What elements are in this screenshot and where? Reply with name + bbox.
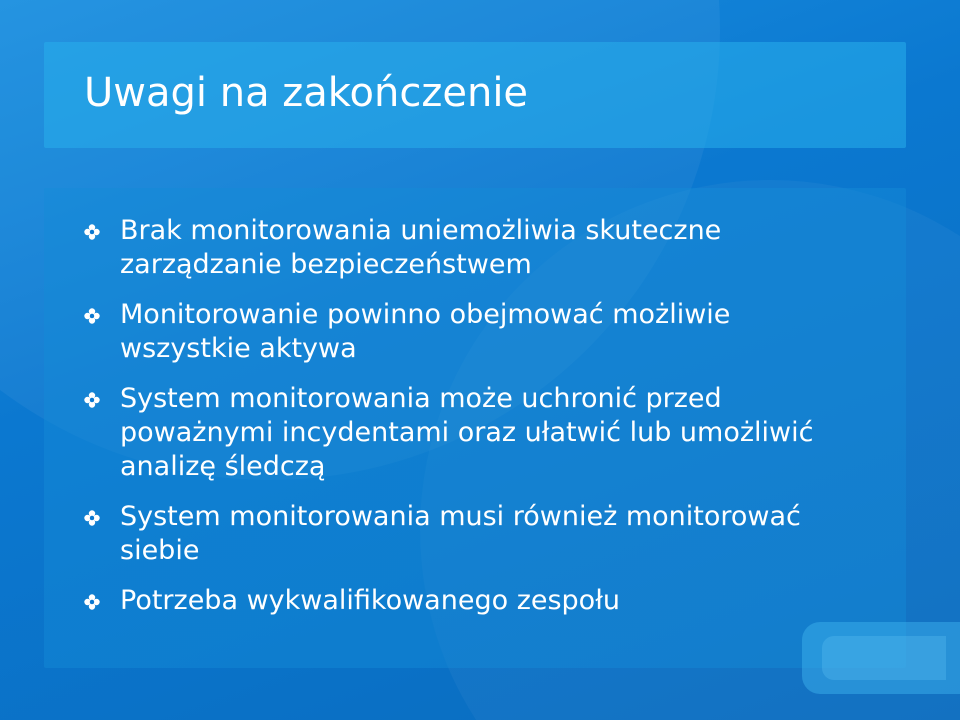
flower-bullet-icon (84, 308, 100, 324)
list-item (84, 584, 844, 618)
flower-bullet-icon (84, 594, 100, 610)
bullet-text: System monitorowania musi również monitorować siebie (120, 501, 801, 566)
list-item (84, 500, 844, 568)
corner-decoration (822, 636, 946, 680)
bullet-text: System monitorowania może uchronić przed poważnymi incydentami oraz ułatwić lub umożliwić analizę śledczą (120, 383, 814, 482)
bullet-text: Potrzeba wykwalifikowanego zespołu (120, 585, 620, 616)
flower-bullet-icon (84, 224, 100, 240)
bullet-text: Monitorowanie powinno obejmować możliwie wszystkie aktywa (120, 299, 731, 364)
list-item (84, 298, 844, 366)
bullet-list (84, 214, 844, 634)
list-item (84, 214, 844, 282)
slide-title: Uwagi na zakończenie (84, 70, 529, 116)
flower-bullet-icon (84, 392, 100, 408)
list-item (84, 382, 844, 484)
flower-bullet-icon (84, 510, 100, 526)
bullet-text: Brak monitorowania uniemożliwia skuteczne zarządzanie bezpieczeństwem (120, 215, 722, 280)
